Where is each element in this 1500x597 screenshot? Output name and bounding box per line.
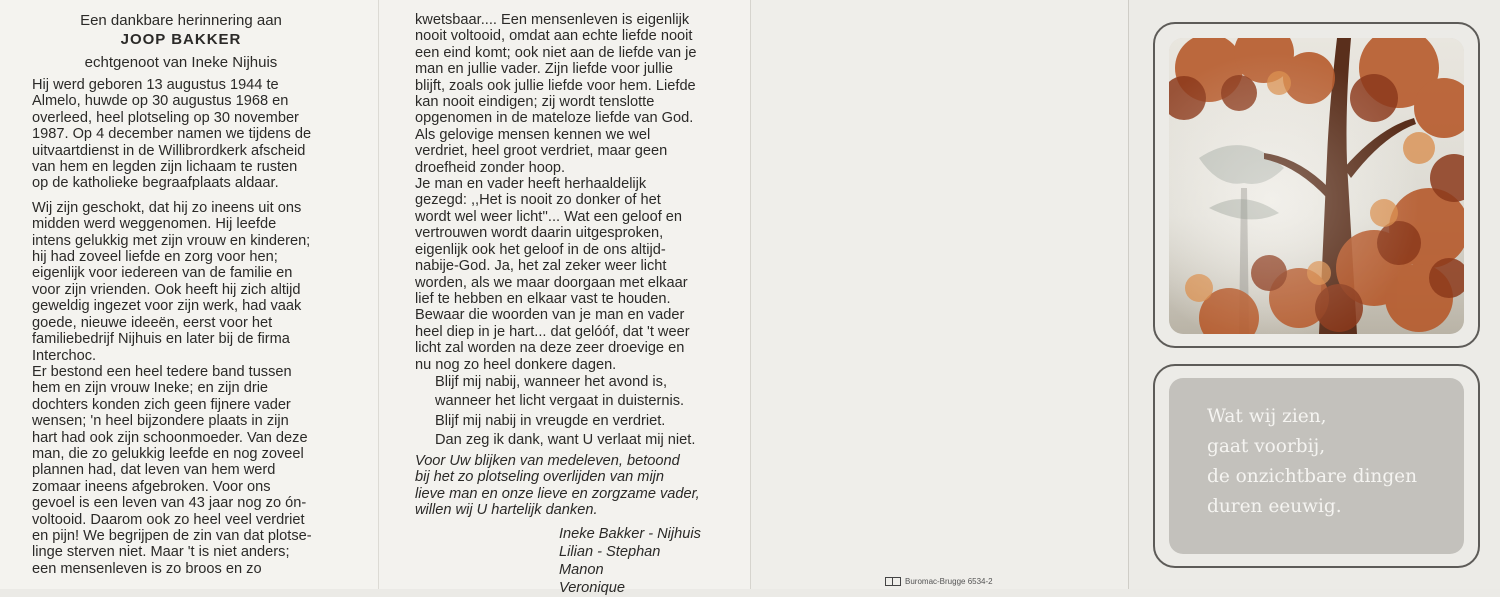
text-line: man en jullie vader. Zijn liefde voor jullie <box>415 61 673 78</box>
autumn-tree-illustration <box>1169 38 1464 334</box>
card-page-center-left <box>378 0 750 596</box>
text-line: plannen had, dat leven van hem werd <box>32 462 276 479</box>
autumn-tree-photo <box>1169 38 1464 334</box>
memorial-intro: Een dankbare herinnering aan <box>80 12 282 29</box>
quote-line: Wat wij zien, <box>1207 406 1327 427</box>
text-line: worden, als we maar doorgaan met elkaar <box>415 274 688 291</box>
text-line: eigenlijk voor iedereen van de familie en <box>32 265 293 282</box>
text-line: heel diep in je hart... dat gelóóf, dat 't weer <box>415 323 690 340</box>
text-line: geweldig ingezet voor zijn werk, had vaak <box>32 298 302 315</box>
text-line: willen wij U hartelijk danken. <box>415 502 598 519</box>
text-line: overleed, heel plotseling op 30 november <box>32 109 299 126</box>
text-line: Dan zeg ik dank, want U verlaat mij niet. <box>435 432 696 449</box>
text-line: opgenomen in de mateloze liefde van God. <box>415 110 694 127</box>
text-line: hart had ook zijn schoonmoeder. Van deze <box>32 429 308 446</box>
text-line: gevoel is een leven van 43 jaar nog zo ón- <box>32 495 307 512</box>
thanks-paragraph <box>415 453 711 519</box>
text-line: zomaar ineens afgebroken. Voor ons <box>32 478 271 495</box>
quote-line: duren eeuwig. <box>1207 496 1342 517</box>
text-line: bij het zo plotseling overlijden van mijn <box>415 469 665 486</box>
text-line: nu nog zo heel donkere dagen. <box>415 356 617 373</box>
text-line: Almelo, huwde op 30 augustus 1968 en <box>32 93 289 110</box>
text-line: een mensenleven is zo broos en zo <box>32 560 262 577</box>
card-page-left <box>0 0 378 589</box>
text-line: lief te hebben en elkaar vast te houden. <box>415 290 671 307</box>
text-line: 1987. Op 4 december namen we tijdens de <box>32 126 312 143</box>
text-line: eigenlijk ook het geloof in de ons altijd- <box>415 241 666 258</box>
text-line: Lilian - Stephan <box>559 543 661 560</box>
text-line: vertrouwen wordt daarin uitgesproken, <box>415 225 664 242</box>
text-line: Hij werd geboren 13 augustus 1944 te <box>32 77 279 93</box>
quote-box <box>1169 378 1464 554</box>
text-line: linge sterven niet. Maar 't is niet anders; <box>32 544 290 561</box>
text-line: intens gelukkig met zijn vrouw en kinderen; <box>32 232 311 249</box>
text-line: hem en zijn vrouw Ineke; en zijn drie <box>32 380 269 397</box>
faith-paragraph <box>415 176 711 373</box>
text-line: man, die zo gelukkig leefde en nog zoveel <box>32 445 304 462</box>
text-line: kan nooit eindigen; zij wordt tenslotte <box>415 94 655 111</box>
text-line: nooit voltooid, omdat aan echte liefde nooit <box>415 28 693 45</box>
tribute-paragraph <box>32 200 330 364</box>
text-line: gezegd: ,,Het is nooit zo donker of het <box>415 192 661 209</box>
memorial-text-column-1 <box>32 12 330 577</box>
reflection-paragraph <box>415 12 711 176</box>
text-line: van hem en legden zijn lichaam te rusten <box>32 159 298 176</box>
quote-line: de onzichtbare dingen <box>1207 466 1418 487</box>
quote-frame <box>1153 364 1480 568</box>
card-page-front <box>1128 0 1500 589</box>
prayer-poem <box>415 373 711 451</box>
text-line: Veronique <box>559 579 625 596</box>
text-line: wanneer het licht vergaat in duisternis. <box>435 393 685 410</box>
text-line: hij had zoveel liefde en zorg voor hen; <box>32 249 278 266</box>
signatories <box>559 525 711 597</box>
printer-name: Buromac-Brugge 6534-2 <box>905 577 993 586</box>
text-line: licht zal worden na deze zeer droevige en <box>415 340 685 357</box>
text-line: een eind komt; ook niet aan de liefde van je <box>415 44 697 61</box>
card-page-back <box>750 0 1128 589</box>
text-line: Voor Uw blijken van medeleven, betoond <box>415 452 680 469</box>
text-line: Als gelovige mensen kennen we wel <box>415 126 651 143</box>
text-line: uitvaartdienst in de Willibrordkerk afscheid <box>32 142 306 159</box>
text-line: Interchoc. <box>32 347 97 364</box>
text-line: Ineke Bakker - Nijhuis <box>559 525 701 542</box>
text-line: Blijf mij nabij, wanneer het avond is, <box>435 373 667 390</box>
text-line: lieve man en onze lieve en zorgzame vader, <box>415 485 700 502</box>
memorial-text-column-2 <box>415 12 711 597</box>
text-line: droefheid zonder hoop. <box>415 159 566 176</box>
text-line: op de katholieke begraafplaats aldaar. <box>32 175 279 192</box>
photo-frame <box>1153 22 1480 348</box>
text-line: verdriet, heel groot verdriet, maar geen <box>415 143 668 160</box>
printer-imprint <box>885 577 993 586</box>
text-line: voor zijn vrienden. Ook heeft hij zich altijd <box>32 281 301 298</box>
text-line: dochters konden zich geen fijnere vader <box>32 396 291 413</box>
text-line: Manon <box>559 561 604 578</box>
text-line: goede, nieuwe ideeën, eerst voor het <box>32 314 273 331</box>
biography-paragraph <box>32 77 330 192</box>
text-line: Je man en vader heeft herhaaldelijk <box>415 176 647 193</box>
text-line: blijft, zoals ook jullie liefde voor hem. Liefde <box>415 77 696 94</box>
quote-line: gaat voorbij, <box>1207 436 1326 457</box>
spouse-line: echtgenoot van Ineke Nijhuis <box>84 54 278 71</box>
text-line: en pijn! We begrijpen de zin van dat plotse- <box>32 527 312 544</box>
text-line: Bewaar die woorden van je man en vader <box>415 307 685 324</box>
text-line: Blijf mij nabij in vreugde en verdriet. <box>435 412 666 429</box>
text-line: wordt wel weer licht''... Wat een geloof en <box>415 208 683 225</box>
text-line: familiebedrijf Nijhuis en later bij de firma <box>32 331 290 348</box>
text-line: voltooid. Daarom ook zo heel veel verdriet <box>32 511 305 528</box>
deceased-name: JOOP BAKKER <box>120 31 242 48</box>
text-line: Wij zijn geschokt, dat hij zo ineens uit ons <box>32 199 302 216</box>
text-line: midden werd weggenomen. Hij leefde <box>32 216 277 233</box>
text-line: nabije-God. Ja, het zal zeker weer licht <box>415 258 667 275</box>
text-line: Er bestond een heel tedere band tussen <box>32 363 292 380</box>
family-paragraph <box>32 364 330 577</box>
text-line: kwetsbaar.... Een mensenleven is eigenlijk <box>415 12 690 28</box>
text-line: wensen; 'n heel bijzondere plaats in zijn <box>32 413 289 430</box>
printer-logo-icon <box>885 577 901 586</box>
